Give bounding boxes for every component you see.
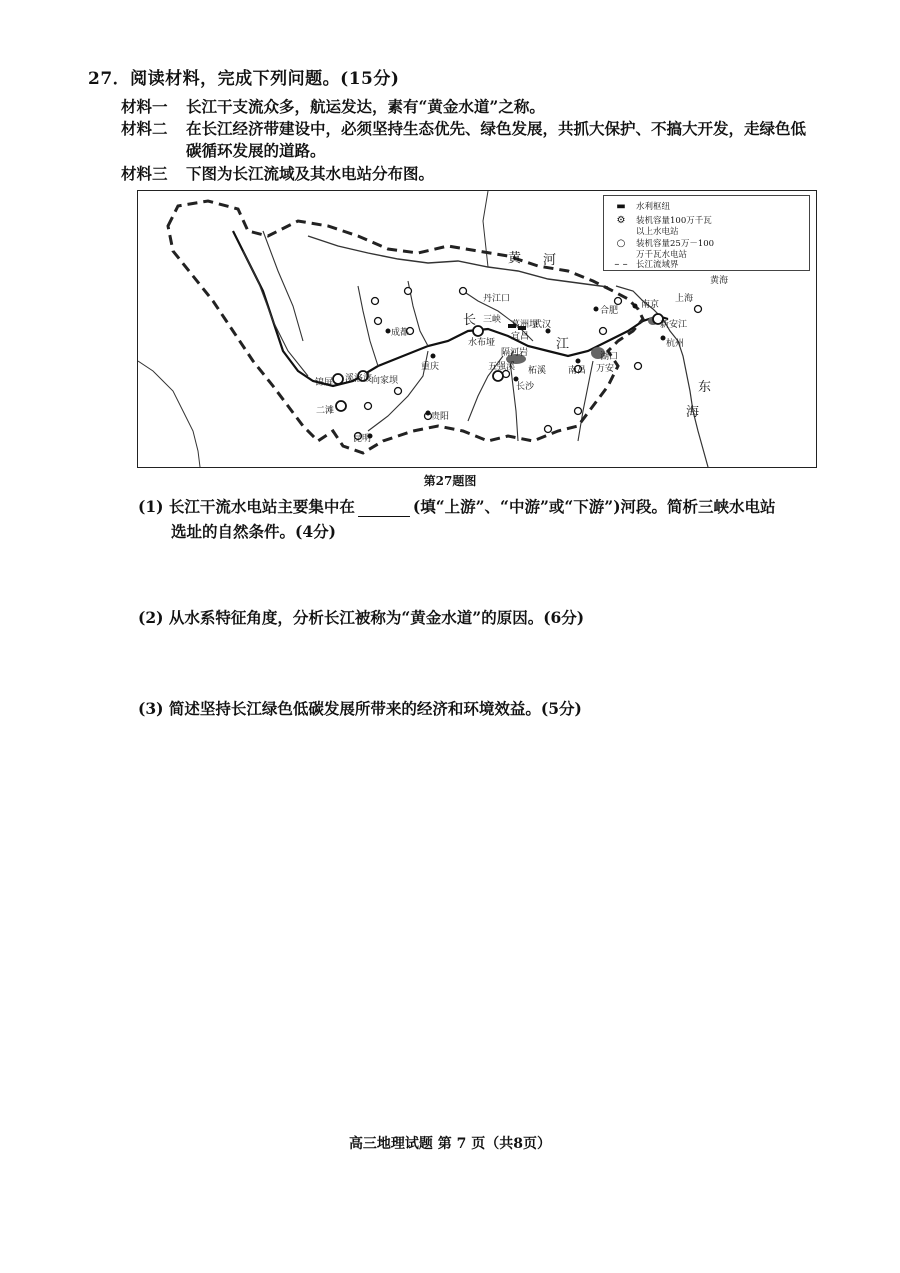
- small-station: [365, 403, 372, 410]
- city-dot: [633, 304, 638, 309]
- city-dot: [431, 354, 436, 359]
- large-station: [333, 374, 343, 384]
- yangtze-basin-map: [137, 190, 817, 468]
- tributary-west1: [243, 251, 308, 376]
- small-station: [695, 306, 702, 313]
- label-yellow-sea: 黄海: [710, 276, 729, 286]
- sub-question-2-num: (2): [138, 608, 164, 627]
- label-xinanjiang: 新安江: [660, 320, 688, 330]
- city-dot: [386, 329, 391, 334]
- sub-question-1-line2: 选址的自然条件。(4分): [171, 522, 336, 541]
- dashed-line-icon: – –: [614, 258, 628, 270]
- label-ertan: 二滩: [316, 406, 335, 416]
- city-dot: [661, 336, 666, 341]
- label-chongqing: 重庆: [421, 362, 440, 372]
- label-yangtze-b: 江: [556, 337, 570, 352]
- label-hangzhou: 杭州: [666, 339, 685, 349]
- material-3-text: 下图为长江流域及其水电站分布图。: [186, 164, 435, 183]
- sub-question-3-text: 简述坚持长江绿色低碳发展所带来的经济和环境效益。(5分): [168, 699, 582, 718]
- sub-question-2: [138, 606, 584, 628]
- material-1-text: 长江干支流众多，航运发达，素有“黄金水道”之称。: [186, 97, 545, 116]
- answer-blank[interactable]: [358, 502, 410, 517]
- legend-boundary-label: 长江流域界: [636, 260, 679, 270]
- large-station: [493, 371, 503, 381]
- label-changsha: 长沙: [516, 382, 535, 392]
- label-east-sea-b: 海: [686, 405, 700, 420]
- label-yangtze-a: 长: [463, 313, 477, 328]
- material-1-label: 材料一: [121, 97, 168, 116]
- label-kunming: 昆明: [353, 434, 372, 444]
- sub-question-1-num: (1): [138, 497, 164, 516]
- label-yichang: 宜昌: [511, 332, 530, 342]
- small-station: [375, 318, 382, 325]
- small-station: [405, 288, 412, 295]
- label-wuqiangxi: 五强溪: [488, 362, 516, 372]
- label-yellow-river-b: 河: [543, 253, 557, 268]
- sub-question-1-before: 长江干流水电站主要集中在: [168, 497, 355, 516]
- label-east-sea-a: 东: [698, 380, 712, 395]
- label-nanjing: 南京: [641, 300, 660, 310]
- sub-question-2-text: 从水系特征角度，分析长江被称为“黄金水道”的原因。(6分): [168, 608, 585, 627]
- southwest-border: [138, 361, 200, 467]
- legend-large-station-label: 装机容量100万千瓦: [636, 216, 712, 226]
- small-station: [635, 363, 642, 370]
- question-heading: 27．阅读材料，完成下列问题。(15分): [88, 69, 400, 89]
- material-2-label: 材料二: [121, 119, 168, 138]
- material-2-text: 在长江经济带建设中，必须坚持生态优先、绿色发展，共抓大保护、不搞大开发，走绿色低: [186, 119, 807, 138]
- map-legend: [603, 195, 810, 271]
- label-xiluodu: 溪洛渡: [345, 374, 373, 384]
- small-station-icon: ○: [616, 237, 626, 249]
- material-2-text-line2: 碳循环发展的道路。: [186, 141, 326, 160]
- label-zhexi: 柘溪: [528, 366, 547, 376]
- sub-question-1: [138, 495, 776, 517]
- label-geheyan: 隔河岩: [501, 348, 529, 358]
- label-shanghai: 上海: [675, 294, 694, 304]
- small-station: [575, 408, 582, 415]
- small-station: [600, 328, 607, 335]
- label-chengdu: 成都: [391, 328, 410, 338]
- legend-dam-label: 水利枢纽: [636, 202, 671, 212]
- sub-question-3: [138, 697, 582, 719]
- small-station: [460, 288, 467, 295]
- legend-dam: [610, 200, 670, 212]
- label-shuibuya: 水布垭: [468, 338, 496, 348]
- label-wuhan: 武汉: [533, 320, 552, 330]
- small-station: [395, 388, 402, 395]
- city-dot: [426, 411, 431, 416]
- legend-small-station-line2: 万千瓦水电站: [636, 250, 688, 260]
- legend-boundary: [610, 258, 679, 270]
- label-hefei: 合肥: [600, 306, 619, 316]
- material-3-label: 材料三: [121, 164, 168, 183]
- city-dot: [594, 307, 599, 312]
- label-gezhouba: 葛洲坝: [511, 320, 539, 330]
- small-station: [372, 298, 379, 305]
- large-station-icon: ⚙: [616, 214, 626, 226]
- legend-small-station-label: 装机容量25万－100: [636, 239, 715, 249]
- page-footer: 高三地理试题 第 7 页（共8页）: [348, 1136, 552, 1152]
- sub-question-1-after: (填“上游”、“中游”或“下游”)河段。简析三峡水电站: [412, 497, 776, 516]
- label-danjiangkou: 丹江口: [483, 294, 511, 304]
- label-sanxia: 三峡: [483, 315, 502, 325]
- dam-icon: ▬: [616, 200, 626, 212]
- label-wanan: 万安: [596, 364, 615, 374]
- label-guiyang: 贵阳: [431, 412, 450, 422]
- label-jinping: 锦屏: [315, 378, 334, 388]
- coastline: [616, 286, 708, 467]
- label-nanchang: 南昌: [568, 366, 587, 376]
- small-station: [545, 426, 552, 433]
- legend-large-station-line2: 以上水电站: [636, 227, 679, 237]
- label-yellow-river-a: 黄: [508, 251, 522, 266]
- large-station: [336, 401, 346, 411]
- label-hukou: 湖口: [600, 352, 619, 362]
- label-xiangjiaba: 向家坝: [371, 376, 399, 386]
- tributary-west2: [263, 231, 303, 341]
- north-river: [483, 191, 488, 267]
- yellow-river: [308, 236, 608, 287]
- sub-question-3-num: (3): [138, 699, 164, 718]
- figure-caption: 第27题图: [423, 474, 477, 488]
